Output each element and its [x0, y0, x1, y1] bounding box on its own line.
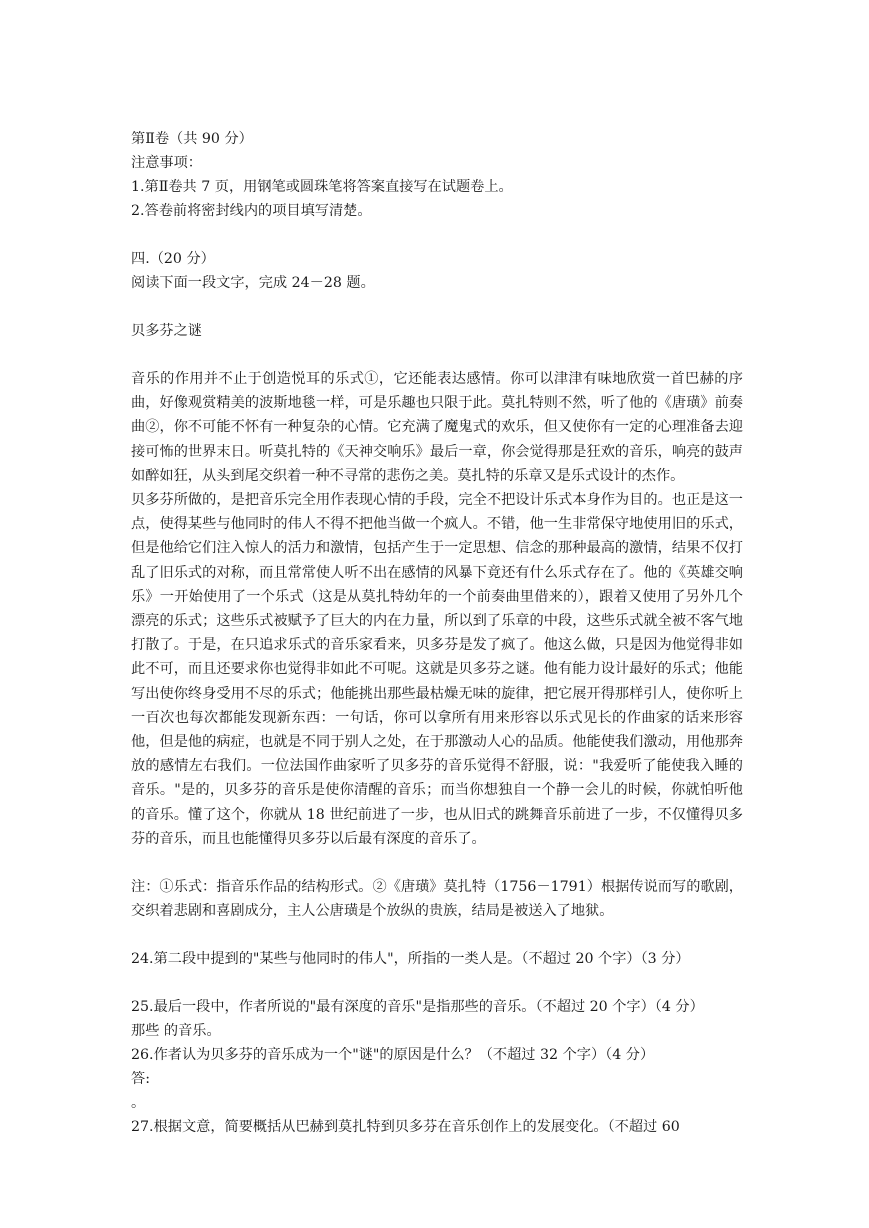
question-26: 26.作者认为贝多芬的音乐成为一个"谜"的原因是什么？（不超过 32 个字）（4 分） — [131, 1047, 655, 1064]
question-24: 24.第二段中提到的"某些与他同时的伟人"，所指的一类人是。（不超过 20 个字）（3 分） — [131, 951, 690, 968]
notice-title: 注意事项： — [131, 155, 202, 171]
part-instruction: 阅读下面一段文字，完成 24－28 题。 — [131, 275, 375, 291]
section-title: 第Ⅱ卷（共 90 分） — [131, 131, 253, 147]
article-paragraph: 贝多芬所做的，是把音乐完全用作表现心情的手段，完全不把设计乐式本身作为目的。也正是这一点，使得某些与他同时的伟人不得不把他当做一个疯人。不错，他一生非常保守地使用旧的乐式，但是他给它们注入惊人的活力和激情，包括产生于一定思想、信念的那种最高的激情，结果不仅打乱了旧乐式的对称，而且常常使人听不出在感情的风暴下竟还有什么乐式存在了。他的《英雄交响乐》一开始使用了一个乐式（这是从莫扎特幼年的一个前奏曲里借来的），跟着又使用了另外几个漂亮的乐式；这些乐式被赋予了巨大的内在力量，所以到了乐章的中段，这些乐式就全被不客气地打散了。于是，在只追求乐式的音乐家看来，贝多芬是发了疯了。他这么做，只是因为他觉得非如此不可，而且还要求你也觉得非如此不可呢。这就是贝多芬之谜。他有能力设计最好的乐式；他能写出使你终身受用不尽的乐式；他能挑出那些最枯燥无味的旋律，把它展开得那样引人，使你听上一百次也每次都能发现新东西：一句话，你可以拿所有用来形容以乐式见长的作曲家的话来形容他，但是他的病症，也就是不同于别人之处，在于那激动人心的品质。他能使我们激动，用他那奔放的感情左右我们。一位法国作曲家听了贝多芬的音乐觉得不舒服，说："我爱听了能使我入睡的音乐。"是的，贝多芬的音乐是使你清醒的音乐；而当你想独自一个静一会儿的时候，你就怕听他的音乐。懂了这个，你就从 18 世纪前进了一步，也从旧式的跳舞音乐前进了一步，不仅懂得贝多芬的音乐，而且也能懂得贝多芬以后最有深度的音乐了。 — [131, 492, 743, 847]
exam-page — [131, 127, 743, 1139]
question-25-answer: 那些 的音乐。 — [131, 1023, 221, 1040]
question-25: 25.最后一段中，作者所说的"最有深度的音乐"是指那些的音乐。（不超过 20 个字）（4 分） — [131, 999, 704, 1016]
question-27: 27.根据文意，简要概括从巴赫到莫扎特到贝多芬在音乐创作上的发展变化。（不超过 60 — [131, 1119, 680, 1136]
article-paragraph: 音乐的作用并不止于创造悦耳的乐式①，它还能表达感情。你可以津津有味地欣赏一首巴赫的序曲，好像观赏精美的波斯地毯一样，可是乐趣也只限于此。莫扎特则不然，听了他的《唐璜》前奏曲②，你不可能不怀有一种复杂的心情。它充满了魔鬼式的欢乐，但又使你有一定的心理准备去迎接可怖的世界末日。听莫扎特的《天神交响乐》最后一章，你会觉得那是狂欢的音乐，响亮的鼓声如醉如狂，从头到尾交织着一种不寻常的悲伤之美。莫扎特的乐章又是乐式设计的杰作。 — [131, 371, 743, 484]
question-26-answer-label: 答: — [131, 1071, 150, 1088]
question-26-answer-end: 。 — [131, 1095, 146, 1112]
article-title: 贝多芬之谜 — [131, 323, 202, 339]
article-notes: 注：①乐式：指音乐作品的结构形式。②《唐璜》莫扎特（1756－1791）根据传说而写的歌剧，交织着悲剧和喜剧成分，主人公唐璜是个放纵的贵族，结局是被送入了地狱。 — [131, 879, 743, 920]
part-heading: 四.（20 分） — [131, 251, 215, 267]
notice-item: 1.第Ⅱ卷共 7 页，用钢笔或圆珠笔将答案直接写在试题卷上。 — [131, 179, 513, 195]
notice-item: 2.答卷前将密封线内的项目填写清楚。 — [131, 203, 372, 219]
